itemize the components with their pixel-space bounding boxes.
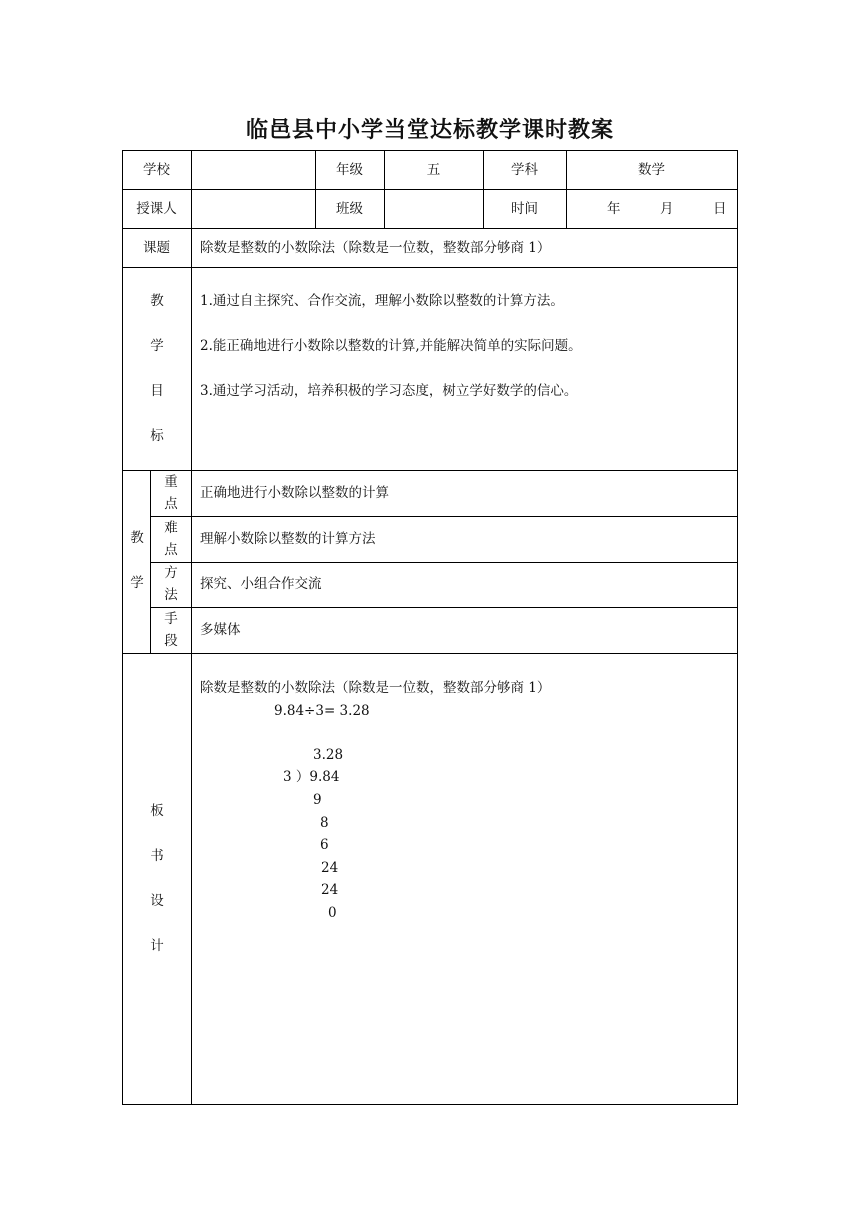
teaching-label-char: 学 [130, 575, 144, 591]
board-label-char: 板 [150, 803, 164, 819]
board-equation: 9.84÷3= 3.28 [274, 703, 370, 719]
means-value: 多媒体 [200, 622, 241, 638]
method-label-bottom: 法 [164, 587, 178, 603]
key-point-label-top: 重 [164, 474, 178, 490]
objective-item: 3.通过学习活动，培养积极的学习态度，树立学好数学的信心。 [200, 383, 578, 399]
teacher-label: 授课人 [136, 201, 177, 217]
board-step: 6 [320, 837, 329, 853]
board-step: 0 [328, 905, 337, 921]
subject-label: 学科 [511, 162, 538, 178]
subject-value: 数学 [638, 162, 665, 178]
time-month: 月 [660, 201, 674, 217]
board-step: 24 [321, 882, 339, 898]
objectives-label-char: 标 [150, 428, 164, 444]
school-label: 学校 [143, 162, 170, 178]
objectives-label-char: 教 [150, 293, 164, 309]
board-quotient: 3.28 [313, 747, 344, 763]
difficulty-label-top: 难 [164, 520, 178, 536]
key-point-label-bottom: 点 [164, 496, 178, 512]
means-label-bottom: 段 [164, 633, 178, 649]
board-step: 8 [320, 815, 329, 831]
board-divisor-line: 3 ）9.84 [283, 769, 340, 785]
grade-value: 五 [426, 162, 441, 178]
page-title: 临邑县中小学当堂达标教学课时教案 [245, 117, 614, 143]
objectives-label-char: 学 [150, 338, 164, 354]
board-step: 9 [313, 792, 322, 808]
method-value: 探究、小组合作交流 [200, 576, 322, 592]
time-year: 年 [607, 201, 621, 217]
time-day: 日 [713, 201, 727, 217]
board-step: 24 [321, 860, 339, 876]
grade-label: 年级 [336, 162, 363, 178]
method-label-top: 方 [164, 565, 178, 581]
key-point-value: 正确地进行小数除以整数的计算 [200, 485, 389, 501]
board-label-char: 书 [150, 848, 164, 864]
topic-label: 课题 [143, 240, 170, 256]
objectives-label-char: 目 [150, 383, 164, 399]
class-label: 班级 [336, 201, 363, 217]
teaching-label-char: 教 [130, 530, 144, 546]
difficulty-label-bottom: 点 [164, 542, 178, 558]
objective-item: 2.能正确地进行小数除以整数的计算,并能解决简单的实际问题。 [200, 338, 582, 354]
board-label-char: 计 [150, 938, 164, 954]
board-label-char: 设 [150, 893, 164, 909]
topic-value: 除数是整数的小数除法（除数是一位数，整数部分够商 1） [200, 240, 551, 256]
means-label-top: 手 [164, 611, 178, 627]
objective-item: 1.通过自主探究、合作交流，理解小数除以整数的计算方法。 [200, 293, 564, 309]
time-label: 时间 [511, 201, 538, 217]
board-heading: 除数是整数的小数除法（除数是一位数，整数部分够商 1） [200, 680, 551, 696]
difficulty-value: 理解小数除以整数的计算方法 [200, 531, 376, 547]
